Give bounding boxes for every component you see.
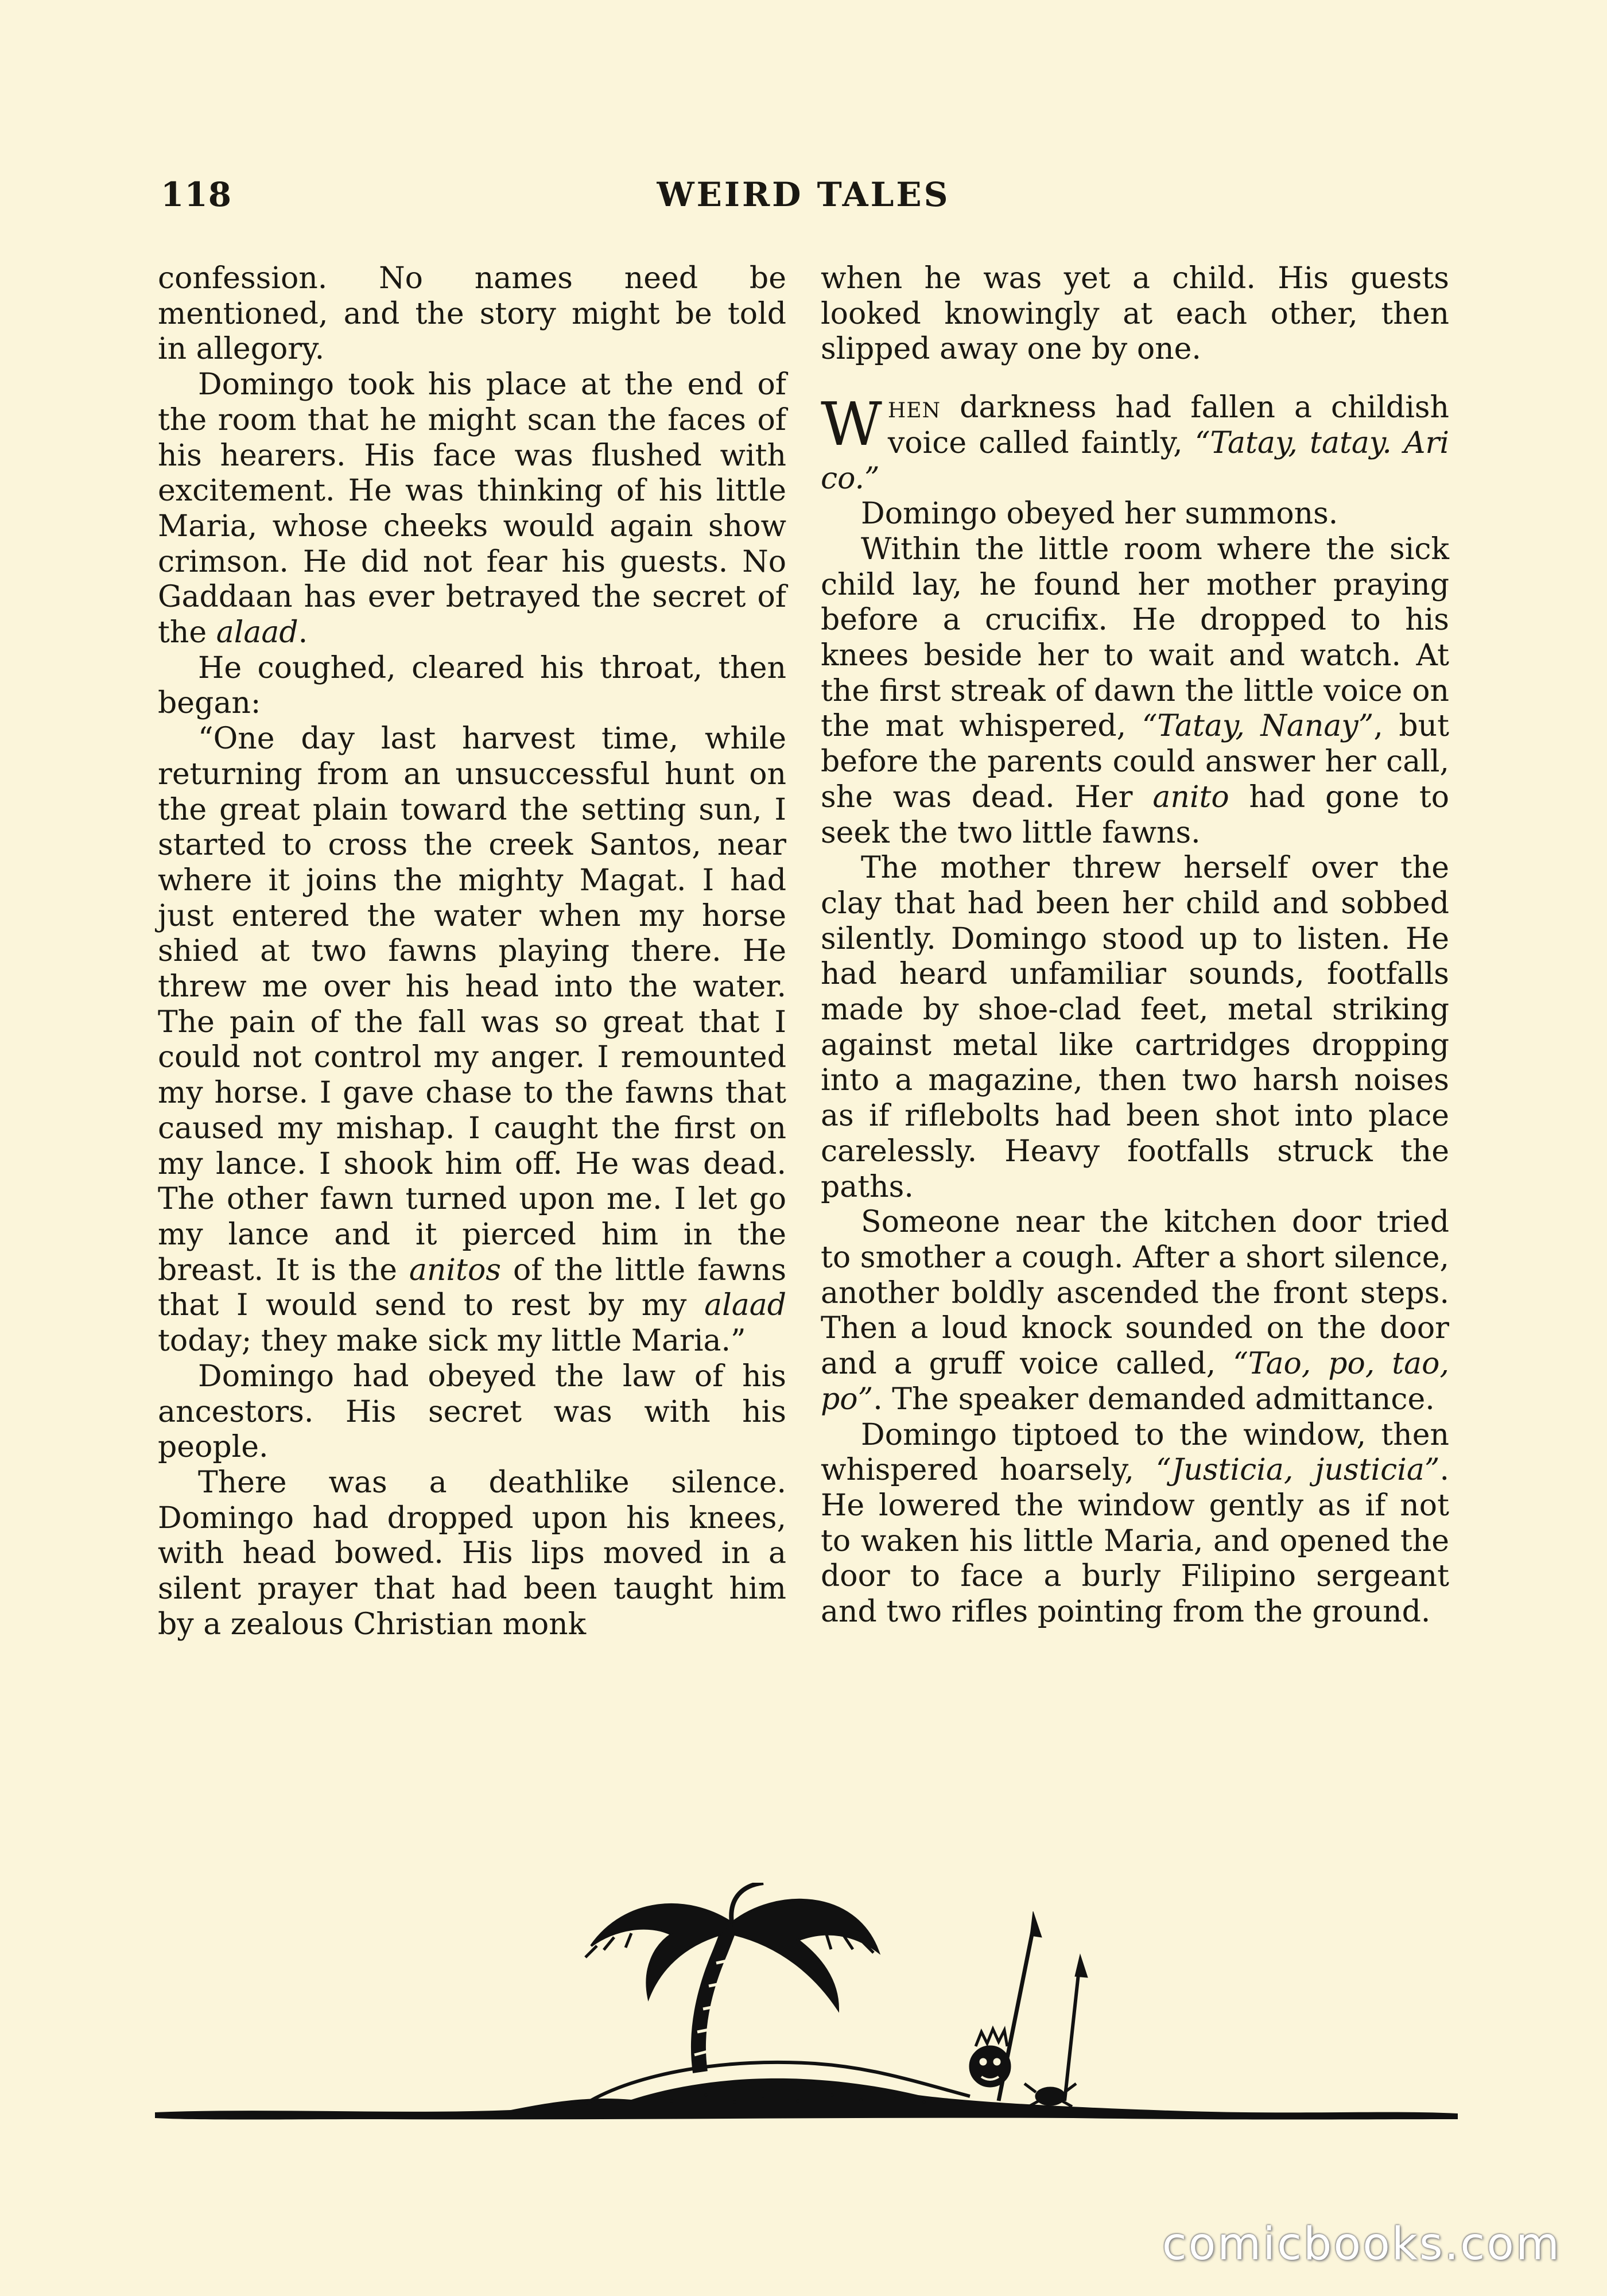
paragraph: when he was yet a child. His guests looked knowingly at each other, then slipped away one by one. [821,261,1449,367]
paragraph: There was a deathlike silence. Domingo had dropped upon his knees, with head bowed. His lips moved in a silent prayer that had been taught him by a zealous Christian monk [158,1465,786,1642]
running-title: WEIRD TALES [657,175,950,214]
paragraph: Domingo tiptoed to the window, then whispered hoarsely, “Justicia, justicia”. He lowered the window gently as if not to waken his little Maria, and opened the door to face a burly Filipino sergeant and two rifles pointing from the ground. [821,1417,1449,1630]
section-opening-paragraph: When darkness had fallen a childish voice called faintly, “Tatay, tatay. Ari co.” [821,389,1450,496]
paragraph: Within the little room where the sick child lay, he found her mother praying before a crucifix. He dropped to his knees beside her to wait and watch. At the first streak of dawn the little voice on the mat whispered, “Tatay, Nanay”, but before the parents could answer her call, she was dead. Her anito had gone to seek the two little fawns. [821,532,1450,850]
paragraph: “One day last harvest time, while returning from an unsuccessful hunt on the great plain toward the setting sun, I started to cross the creek Santos, near where it joins the mighty Magat. I had just entered the water when my horse shied at two fawns playing there. He threw me over his head into the water. The pain of the fall was so great that I could not control my anger. I remounted my horse. I gave chase to the fawns that caused my mishap. I caught the first on my lance. I shook him off. He was dead. The other fawn turned upon me. I let go my lance and it pierced him in the breast. It is the anitos of the little fawns that I would send to rest by my alaad today; they make sick my little Maria.” [158,722,787,1359]
paragraph: The mother threw herself over the clay that had been her child and sobbed silently. Domingo stood up to listen. He had heard unfamiliar sounds, footfalls made by shoe-clad feet, metal striking against metal like cartridges dropping into a magazine, then two harsh noises as if riflebolts had been shot into place carelessly. Heavy footfalls struck the paths. [821,851,1449,1204]
crab-icon [1024,2084,1076,2107]
drop-cap: W [821,389,882,460]
ground-line [155,2078,1458,2120]
second-spear-icon [1065,1954,1088,2101]
paragraph: Domingo took his place at the end of the room that he might scan the faces of his hearers. His face was flushed with excitement. He was thinking of his little Maria, whose cheeks would again show crimson. He did not fear his guests. No Gaddaan has ever betrayed the secret of the alaad. [158,367,786,650]
palm-tree-icon [585,1883,878,2072]
watermark: comicbooks.com [1162,2219,1561,2270]
page-number: 118 [161,175,232,214]
native-figure-icon [969,2029,1011,2087]
island-vignette-illustration [155,1883,1458,2135]
page-header [161,175,1446,227]
paragraph: Someone near the kitchen door tried to smother a cough. After a short silence, another boldly ascended the front steps. Then a loud knock sounded on the door and a gruff voice called, “Tao, po, tao, po”. The speaker demanded admittance. [821,1205,1450,1417]
paragraph: Domingo obeyed her summons. [861,497,1338,532]
paragraph: confession. No names need be mentioned, and the story might be told in allegory. [158,261,786,367]
paragraph: He coughed, cleared his throat, then began: [158,650,786,721]
left-column [158,261,786,1642]
paragraph: Domingo had obeyed the law of his ancestors. His secret was with his people. [158,1359,786,1465]
right-column [821,261,1449,1630]
